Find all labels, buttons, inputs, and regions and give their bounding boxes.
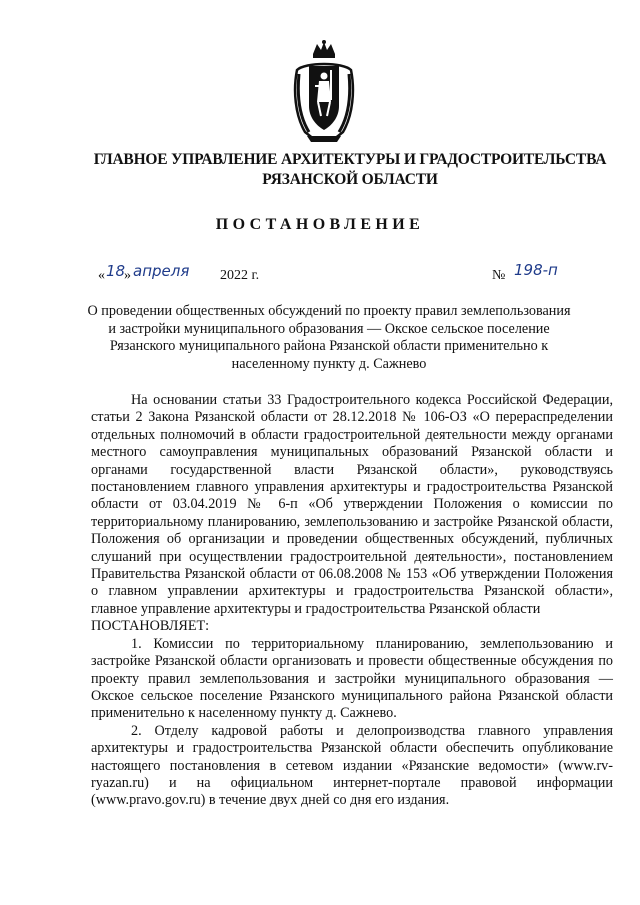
organization-region: РЯЗАНСКОЙ ОБЛАСТИ (262, 171, 438, 188)
handwritten-day: 18 (106, 262, 126, 280)
handwritten-doc-number: 198-п (514, 261, 558, 279)
preamble-paragraph: На основании статьи 33 Градостроительного кодекса Российской Федерации, статьи 2 Закона Рязанской области от 28.12.2018 № 106-ОЗ «О перераспределении отдельных полномочий в области градостроительной деятельности между органами местного самоуправления муниципальных образований Рязанской области и органами государственной власти Рязанской области», руководствуясь постановлением главного управления архитектуры и градостроительства Рязанской области от 03.04.2019 № 6-п «Об утверждении Положения о комиссии по территориальному планированию, землепользованию и застройке Рязанской области, Положения об организации и проведении общественных обсуждений, публичных слушаний при осуществлении градостроительной деятельности», постановлением Правительства Рязанской области от 06.08.2008 № 153 «Об утверждении Положения о главном управлении архитектуры и градостроительства Рязанской области», главное управление архитектуры и градостроительства Рязанской области (91, 392, 613, 617)
number-sign: № (492, 268, 506, 283)
resolves-heading: ПОСТАНОВЛЯЕТ: (91, 618, 210, 635)
date-year: 2022 г. (220, 268, 260, 283)
item-1-paragraph: 1. Комиссии по территориальному планированию, землепользованию и застройке Рязанской области организовать и провести общественные обсуждения по проекту правил землепользования и застройки муниципального образования — Окское сельское поселение Рязанского муниципального района Рязанской области применительно к населенному пункту д. Сажнево. (91, 635, 613, 722)
coat-of-arms-emblem (291, 40, 357, 144)
document-body (91, 392, 613, 810)
document-subject: О проведении общественных обсуждений по проекту правил землепользования и застройки муниципального образования — Окское сельское поселение Рязанского муниципального района Рязанской области применительно к населенному пункту д. Сажнево (87, 303, 571, 372)
date-open-quote: « (98, 268, 105, 283)
organization-name: ГЛАВНОЕ УПРАВЛЕНИЕ АРХИТЕКТУРЫ И ГРАДОСТРОИТЕЛЬСТВА (93, 151, 607, 168)
item-2-paragraph: 2. Отделу кадровой работы и делопроизводства главного управления архитектуры и градостроительства Рязанской области обеспечить опубликование настоящего постановления в сетевом издании «Рязанские ведомости» (www.rv-ryazan.ru) и на официальном интернет-портале правовой информации (www.pravo.gov.ru) в течение двух дней со дня его издания. (91, 722, 613, 809)
document-type-title: ПОСТАНОВЛЕНИЕ (215, 216, 425, 233)
handwritten-month: апреля (133, 262, 190, 280)
date-close-quote: » (124, 268, 131, 283)
